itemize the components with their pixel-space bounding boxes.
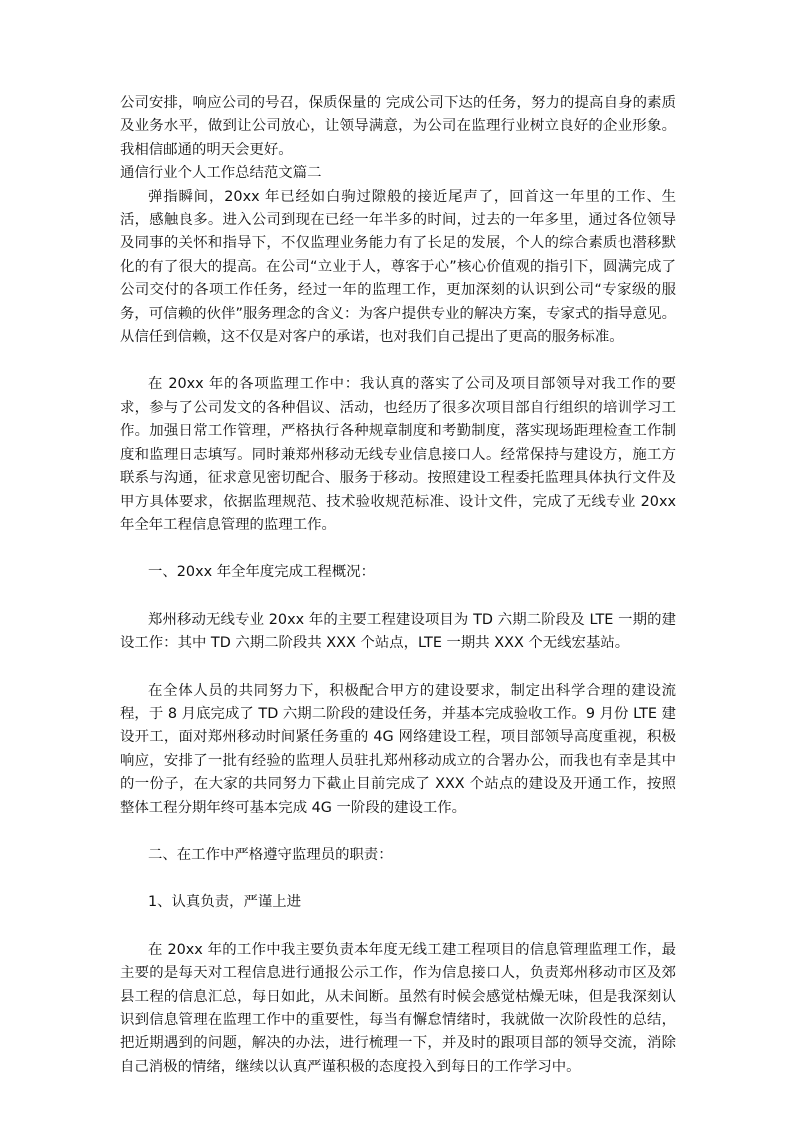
paragraph-progress: 在全体人员的共同努力下，积极配合甲方的建设要求，制定出科学合理的建设流程，于 8 月底完成了 TD 六期二阶段的建设任务，并基本完成验收工作。9 月份 LTE 建设开工，面对郑州移动时间紧任务重的 4G 网络建设工程，项目部领导高度重视，积极响应，安排了一批有经验的监理人员驻扎郑州移动成立的合署办公，而我也有幸是其中的一份子，在大家的共同努力下截止目前完成了 XXX 个站点的建设及开通工作，按照整体工程分期年终可基本完成 4G 一阶段的建设工作。 bbox=[120, 682, 676, 816]
paragraph-intro: 公司安排，响应公司的号召，保质保量的 完成公司下达的任务，努力的提高自身的素质及业务水平，做到让公司放心，让领导满意，为公司在监理行业树立良好的企业形象。我相信邮通的明天会更好。 bbox=[120, 95, 676, 158]
paragraph-work: 在 20xx 年的各项监理工作中：我认真的落实了公司及项目部领导对我工作的要求，参与了公司发文的各种倡议、活动，也经历了很多次项目部自行组织的培训学习工作。加强日常工作管理，严格执行各种规章制度和考勤制度，落实现场距理检查工作制度和监理日志填写。同时兼郑州移动无线专业信息接口人。经常保持与建设方，施工方联系与沟通，征求意见密切配合、服务于移动。按照建设工程委托监理具体执行文件及甲方具体要求，依据监理规范、技术验收规范标准、设计文件，完成了无线专业 20xx 年全年工程信息管理的监理工作。 bbox=[120, 376, 676, 533]
document-page bbox=[120, 92, 676, 1079]
paragraph-info-management: 在 20xx 年的工作中我主要负责本年度无线工建工程项目的信息管理监理工作，最主要的是每天对工程信息进行通报公示工作，作为信息接口人，负责郑州移动市区及郊县工程的信息汇总，每日如此，从未间断。虽然有时候会感觉枯燥无味，但是我深刻认识到信息管理在监理工作中的重要性，每当有懈怠情绪时，我就做一次阶段性的总结，把近期遇到的问题，解决的办法，进行梳理一下，并及时的跟项目部的领导交流，消除自己消极的情绪，继续以认真严谨积极的态度投入到每日的工作学习中。 bbox=[120, 941, 676, 1075]
heading-overview: 一、20xx 年全年度完成工程概况： bbox=[148, 564, 375, 581]
subheading-responsibility: 1、认真负责，严谨上进 bbox=[148, 894, 302, 911]
paragraph-project: 郑州移动无线专业 20xx 年的主要工程建设项目为 TD 六期二阶段及 LTE 一期的建设工作：其中 TD 六期二阶段共 XXX 个站点，LTE 一期共 XXX 个无线宏基站。 bbox=[120, 611, 676, 652]
heading-duties: 二、在工作中严格遵守监理员的职责： bbox=[148, 846, 393, 863]
section-title: 通信行业个人工作总结范文篇二 bbox=[120, 165, 322, 182]
paragraph-review: 弹指瞬间，20xx 年已经如白驹过隙般的接近尾声了，回首这一年里的工作、生活，感触良多。进入公司到现在已经一年半多的时间，过去的一年多里，通过各位领导及同事的关怀和指导下，不仅监理业务能力有了长足的发展，个人的综合素质也潜移默化的有了很大的提高。在公司“立业于人，尊客于心”核心价值观的指引下，圆满完成了公司交付的各项工作任务，经过一年的监理工作，更加深刻的认识到公司“专家级的服务，可信赖的伙伴”服务理念的含义：为客户提供专业的解决方案，专家式的指导意见。从信任到信赖，这不仅是对客户的承诺，也对我们自己提出了更高的服务标准。 bbox=[120, 188, 676, 346]
